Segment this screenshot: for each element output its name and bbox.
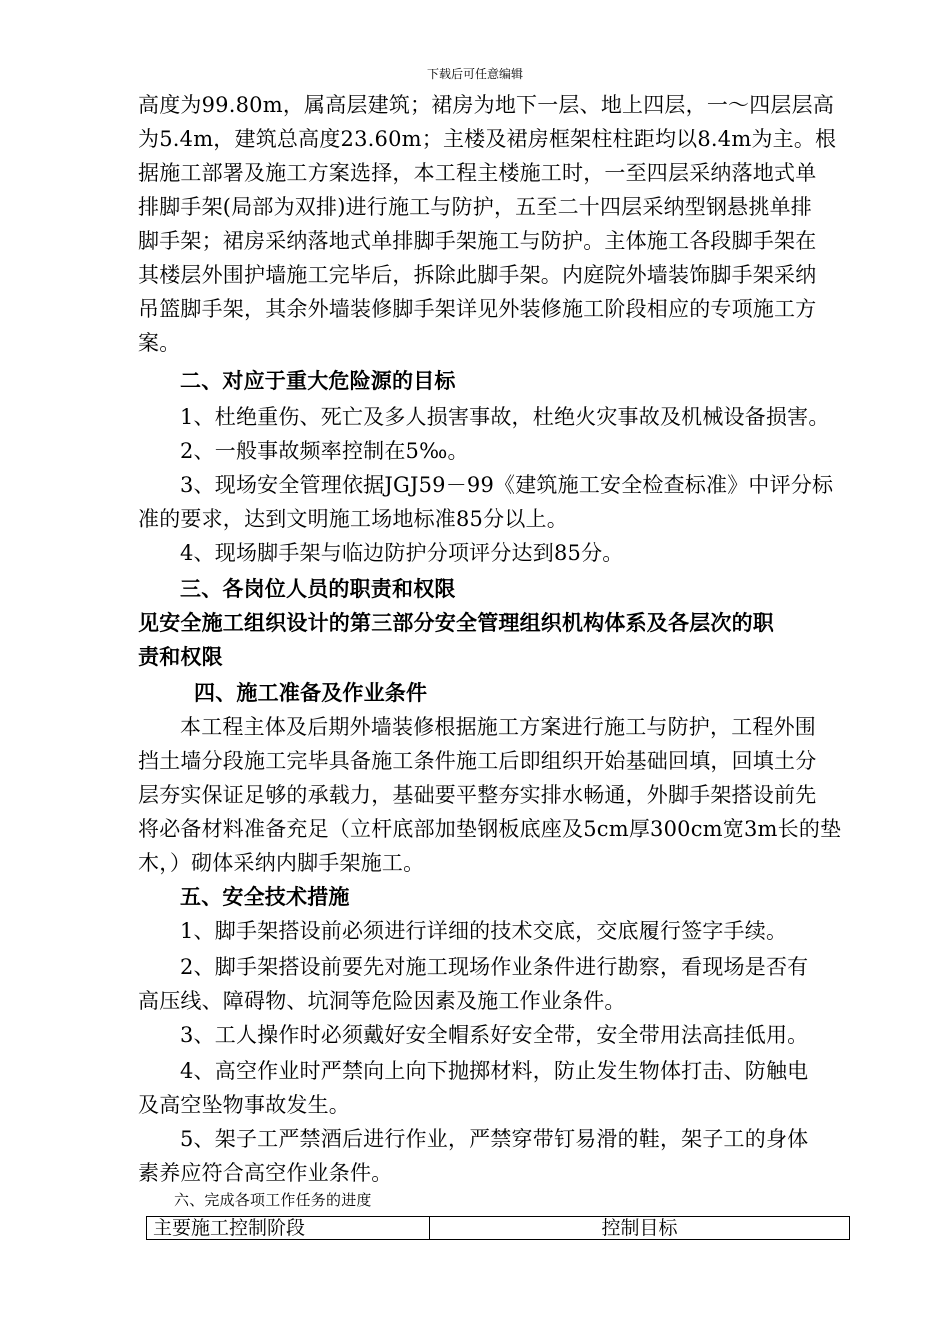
table-header-row [147,1217,850,1240]
section-5-title: 五、安全技术措施 [180,884,350,909]
intro-line: 案。 [138,331,181,355]
schedule-table [146,1216,850,1240]
sec3-text: 见安全施工组织设计的第三部分安全管理组织机构体系及各层次的职 [138,610,774,635]
sec5-item-3: 3、工人操作时必须戴好安全帽系好安全带，安全带用法高挂低用。 [180,1023,809,1047]
sec2-item-4: 4、现场脚手架与临边防护分项评分达到85分。 [180,541,624,565]
section-2-title: 二、对应于重大危险源的目标 [180,368,456,393]
sec5-item-4: 4、高空作业时严禁向上向下抛掷材料，防止发生物体打击、防触电 [180,1059,809,1083]
table-header-target: 控制目标 [430,1217,850,1240]
sec2-item-1: 1、杜绝重伤、死亡及多人损害事故，杜绝火灾事故及机械设备损害。 [180,405,830,429]
sec2-item-3: 3、现场安全管理依据JGJ59－99《建筑施工安全检查标准》中评分标 [180,473,834,497]
sec5-item-2-cont: 高压线、障碍物、坑洞等危险因素及施工作业条件。 [138,989,626,1013]
sec5-item-2: 2、脚手架搭设前要先对施工现场作业条件进行勘察，看现场是否有 [180,955,809,979]
page-header: 下载后可任意编辑 [426,67,523,81]
sec3-text-cont: 责和权限 [138,644,223,669]
sec5-item-4-cont: 及高空坠物事故发生。 [138,1093,350,1117]
intro-line: 吊篮脚手架，其余外墙装修脚手架详见外装修施工阶段相应的专项施工方 [138,297,817,321]
sec5-item-5: 5、架子工严禁酒后进行作业，严禁穿带钉易滑的鞋，架子工的身体 [180,1127,809,1151]
sec4-line: 将必备材料准备充足（立杆底部加垫钢板底座及5cm厚300cm宽3m长的垫 [138,817,842,841]
sec2-item-3-cont: 准的要求，达到文明施工场地标准85分以上。 [138,507,568,531]
intro-line: 为5.4m，建筑总高度23.60m；主楼及裙房框架柱柱距均以8.4m为主。根 [138,127,837,151]
section-3-title: 三、各岗位人员的职责和权限 [180,576,456,601]
section-4-title: 四、施工准备及作业条件 [194,680,428,705]
sec5-item-1: 1、脚手架搭设前必须进行详细的技术交底，交底履行签字手续。 [180,919,788,943]
sec2-item-2: 2、一般事故频率控制在5‰。 [180,439,469,463]
table-header-stage: 主要施工控制阶段 [147,1217,430,1240]
sec5-item-5-cont: 素养应符合高空作业条件。 [138,1161,393,1185]
intro-line: 排脚手架(局部为双排)进行施工与防护，五至二十四层采纳型钢悬挑单排 [138,195,812,219]
intro-line: 高度为99.80m，属高层建筑；裙房为地下一层、地上四层，一～四层层高 [138,93,835,117]
intro-line: 其楼层外围护墙施工完毕后，拆除此脚手架。内庭院外墙装饰脚手架采纳 [138,263,817,287]
sec4-line: 挡土墙分段施工完毕具备施工条件施工后即组织开始基础回填，回填土分 [138,749,817,773]
section-6-title: 六、完成各项工作任务的进度 [174,1191,372,1209]
sec4-line: 本工程主体及后期外墙装修根据施工方案进行施工与防护，工程外围 [180,715,816,739]
intro-line: 据施工部署及施工方案选择，本工程主楼施工时，一至四层采纳落地式单 [138,161,817,185]
intro-line: 脚手架；裙房采纳落地式单排脚手架施工与防护。主体施工各段脚手架在 [138,229,817,253]
sec4-line: 木，）砌体采纳内脚手架施工。 [138,851,425,875]
sec4-line: 层夯实保证足够的承载力，基础要平整夯实排水畅通，外脚手架搭设前先 [138,783,817,807]
